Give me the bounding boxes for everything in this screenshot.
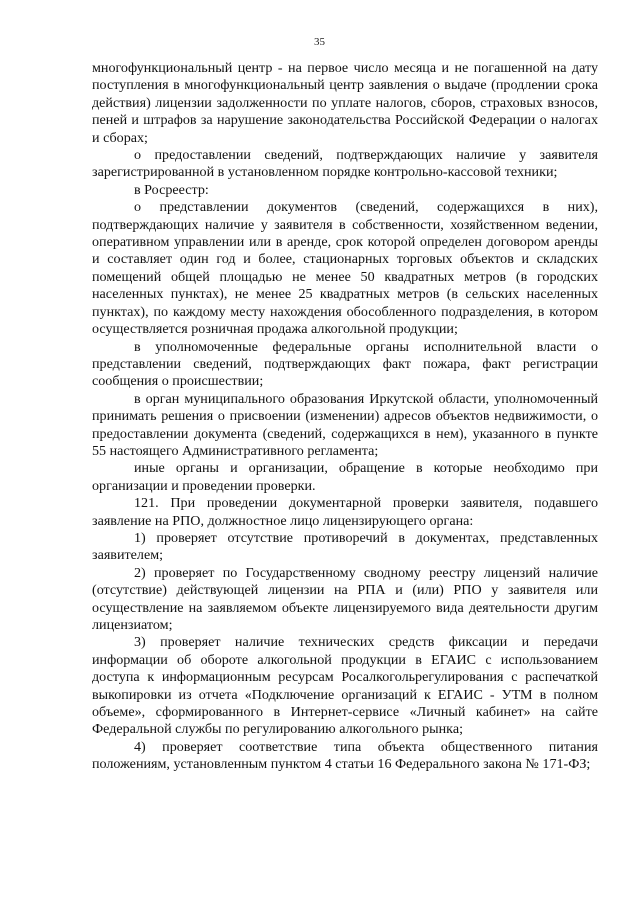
page-number: 35 [314,36,325,48]
paragraph: в уполномоченные федеральные органы исполнительной власти о представлении сведений, подтверждающих факт пожара, факт регистрации сообщения о происшествии; [92,338,598,390]
paragraph: многофункциональный центр - на первое число месяца и не погашенной на дату поступления в многофункциональный центр заявления о выдаче (продлении срока действия) лицензии задолженности по уплате налогов, сборов, страховых взносов, пеней и штрафов за нарушение законодательства Российской Федерации о налогах и сборах; [92,60,598,146]
paragraph: в орган муниципального образования Иркутской области, уполномоченный принимать решения о присвоении (изменении) адресов объектов недвижимости, о предоставлении документа (сведений, содержащихся в нем), указанного в пункте 55 настоящего Административного регламента; [92,390,598,459]
paragraph: о предоставлении сведений, подтверждающих наличие у заявителя зарегистрированной в установленном порядке контрольно-кассовой техники; [92,147,598,181]
paragraph: 121. При проведении документарной проверки заявителя, подавшего заявление на РПО, должностное лицо лицензирующего органа: [92,495,598,529]
paragraph: иные органы и организации, обращение в которые необходимо при организации и проведении проверки. [92,460,598,494]
paragraph: 2) проверяет по Государственному сводному реестру лицензий наличие (отсутствие) действующей лицензии на РПА и (или) РПО у заявителя или осуществление на заявляемом объекте лицензируемого вида деятельности другим лицензиатом; [92,564,598,633]
paragraph: 1) проверяет отсутствие противоречий в документах, представленных заявителем; [92,529,598,564]
paragraph: 4) проверяет соответствие типа объекта общественного питания положениям, установленным пунктом 4 статьи 16 Федерального закона № 171-ФЗ; [92,738,598,773]
document-body [92,60,598,774]
paragraph: 3) проверяет наличие технических средств фиксации и передачи информации об обороте алкогольной продукции в ЕГАИС с использованием доступа к информационным ресурсам Росалкогольрегулирования с распечаткой выкопировки из отчета «Подключение организаций к ЕГАИС - УТМ в полном объеме», сформированного в Интернет-сервисе «Личный кабинет» на сайте Федеральной службы по регулированию алкогольного рынка; [92,634,598,738]
paragraph: в Росреестр: [134,181,209,198]
paragraph: о представлении документов (сведений, содержащихся в них), подтверждающих наличие у заявителя в собственности, хозяйственном ведении, оперативном управлении или в аренде, срок которой определен договором аренды и составляет один год и более, стационарных торговых объектов и складских помещений общей площадью не менее 50 квадратных метров (в городских населенных пунктах), не менее 25 квадратных метров (в сельских населенных пунктах), по каждому месту нахождения обособленного подразделения, в котором осуществляется розничная продажа алкогольной продукции; [92,199,598,338]
